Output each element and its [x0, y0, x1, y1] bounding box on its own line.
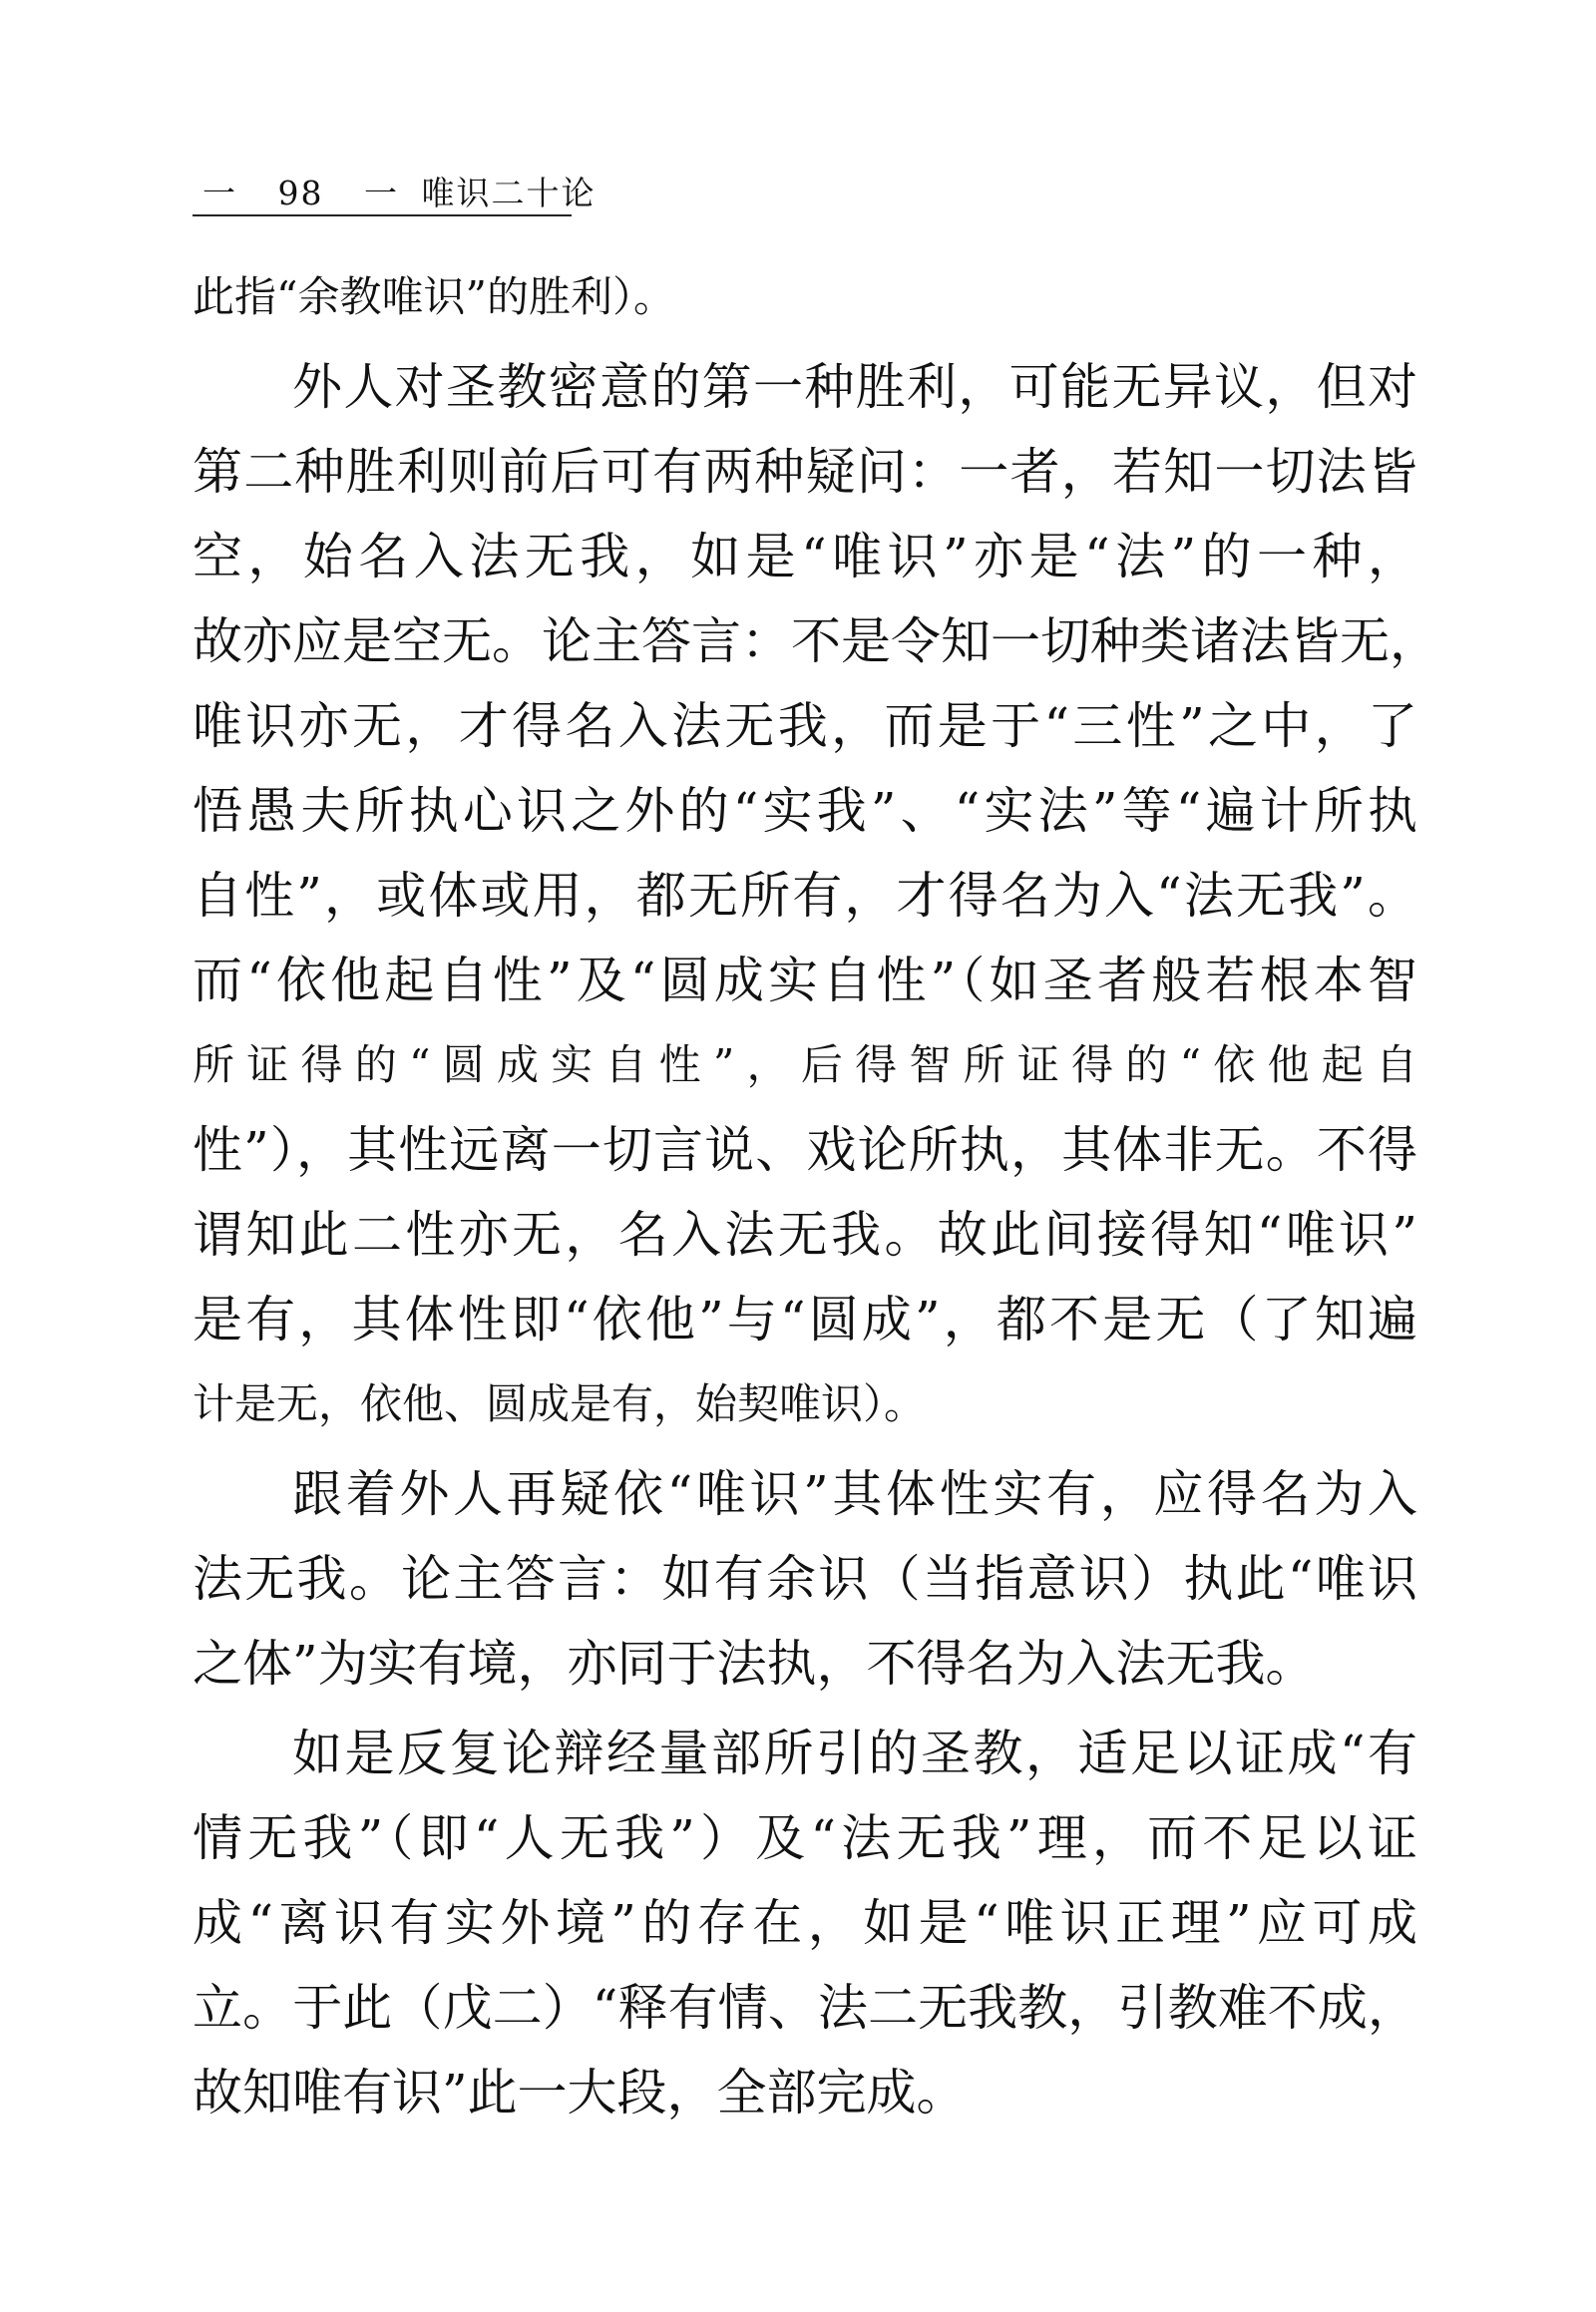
text-line: 外人对圣教密意的第一种胜利，可能无异议，但对	[292, 358, 1417, 416]
text-line: 成“离识有实外境”的存在，如是“唯识正理”应可成	[193, 1894, 1417, 1952]
text-line: 如是反复论辩经量部所引的圣教，适足以证成“有	[292, 1725, 1417, 1782]
text-line: 空，始名入法无我，如是“唯识”亦是“法”的一种，	[193, 528, 1417, 585]
text-line: 法无我。论主答言：如有余识（当指意识）执此“唯识	[193, 1550, 1417, 1608]
header-dash-left: 一	[202, 174, 237, 212]
header-rule	[193, 214, 572, 216]
text-line: 谓知此二性亦无，名入法无我。故此间接得知“唯识”	[193, 1206, 1417, 1264]
text-line: 自性”，或体或用，都无所有，才得名为入“法无我”。	[193, 867, 1417, 925]
text-line: 故亦应是空无。论主答言：不是令知一切种类诸法皆无，	[193, 612, 1439, 670]
text-line: 情无我”（即“人无我”）及“法无我”理，而不足以证	[193, 1809, 1417, 1867]
text-line: 唯识亦无，才得名入法无我，而是于“三性”之中，了	[193, 697, 1417, 755]
text-line: 而“依他起自性”及“圆成实自性”（如圣者般若根本智	[193, 952, 1417, 1009]
text-line: 是有，其体性即“依他”与“圆成”，都不是无（了知遍	[193, 1291, 1417, 1349]
book-title: 唯识二十论	[421, 174, 597, 212]
text-line: 故知唯有识”此一大段，全部完成。	[193, 2064, 967, 2121]
text-line: 计是无，依他、圆成是有，始契唯识）。	[193, 1379, 927, 1428]
header-dash-right: 一	[364, 174, 399, 212]
page-number: 98	[277, 174, 324, 212]
text-line: 性”），其性远离一切言说、戏论所执，其体非无。不得	[193, 1121, 1417, 1179]
text-line: 此指“余教唯识”的胜利）。	[193, 272, 675, 321]
text-line: 悟愚夫所执心识之外的“实我”、“实法”等“遍计所执	[193, 782, 1417, 840]
text-line: 立。于此（戊二）“释有情、法二无我教，引教难不成，	[193, 1979, 1417, 2037]
running-head	[193, 168, 597, 214]
text-line: 之体”为实有境，亦同于法执，不得名为入法无我。	[193, 1635, 1316, 1693]
text-line: 跟着外人再疑依“唯识”其体性实有，应得名为入	[292, 1465, 1417, 1523]
text-line: 第二种胜利则前后可有两种疑问：一者，若知一切法皆	[193, 443, 1417, 501]
text-line: 所证得的“圆成实自性”，后得智所证得的“依他起自	[193, 1040, 1417, 1089]
